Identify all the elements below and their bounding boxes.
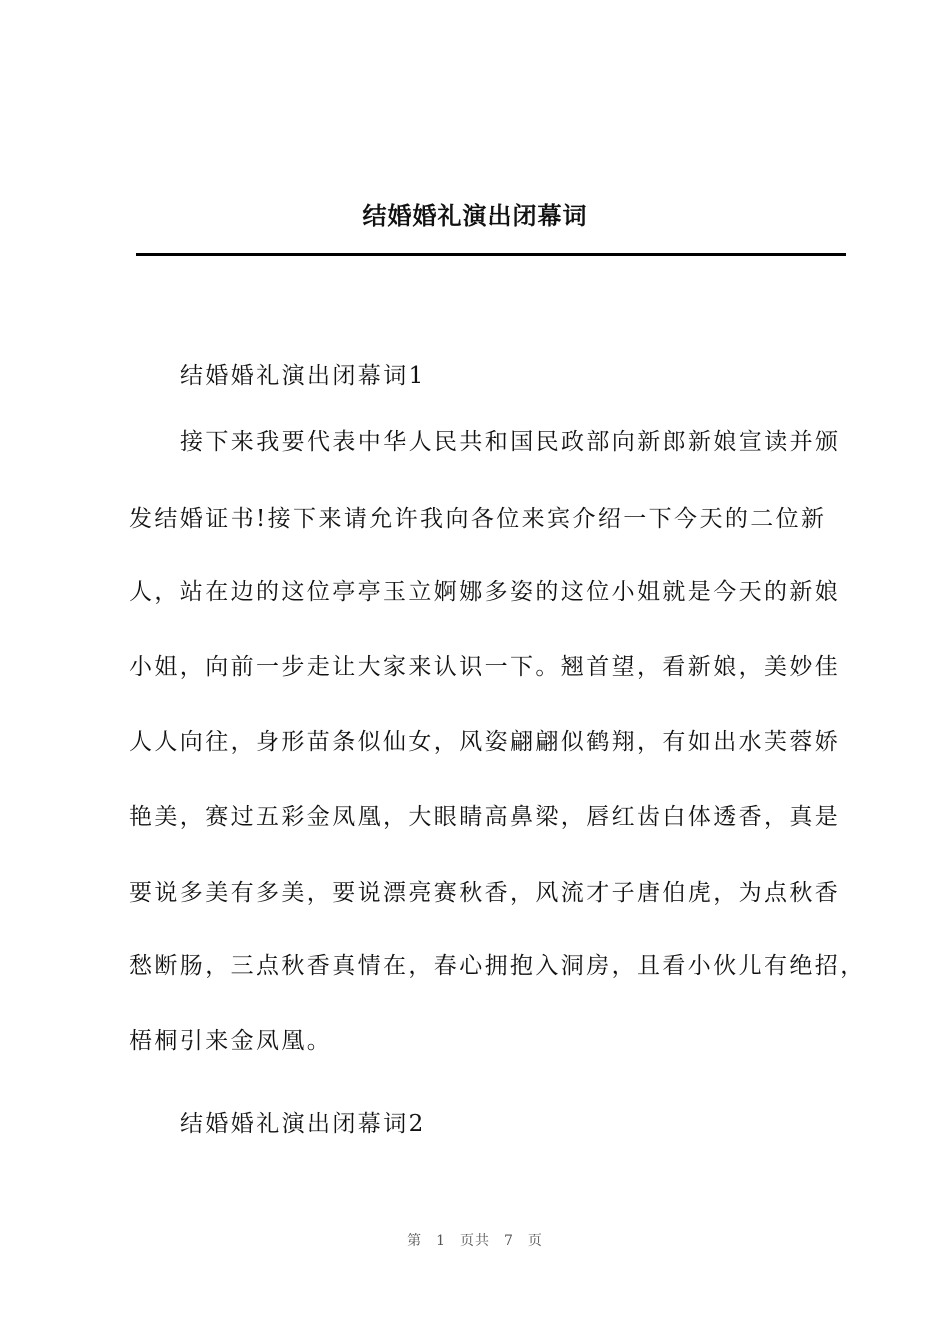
paragraph-line: 艳美，赛过五彩金凤凰，大眼睛高鼻梁，唇红齿白体透香，真是 (129, 804, 841, 830)
paragraph-line: 愁断肠，三点秋香真情在，春心拥抱入洞房，且看小伙儿有绝招， (129, 953, 866, 979)
paragraph-line: 小姐，向前一步走让大家来认识一下。翘首望，看新娘，美妙佳 (129, 654, 841, 680)
paragraph-line: 人，站在边的这位亭亭玉立婀娜多姿的这位小姐就是今天的新娘 (129, 579, 841, 605)
footer-middle: 页共 (460, 1233, 490, 1249)
footer-suffix: 页 (527, 1233, 543, 1249)
section-heading-2: 结婚婚礼演出闭幕词2 (180, 1111, 426, 1137)
paragraph-line: 接下来我要代表中华人民共和国民政部向新郎新娘宣读并颁 (180, 429, 841, 455)
paragraph-line: 梧桐引来金凤凰。 (129, 1028, 333, 1054)
paragraph-line: 人人向往，身形苗条似仙女，风姿翩翩似鹤翔，有如出水芙蓉娇 (129, 729, 841, 755)
title-divider (136, 253, 846, 256)
footer-prefix: 第 (407, 1233, 423, 1249)
footer-total-pages: 7 (504, 1233, 514, 1249)
paragraph-line: 要说多美有多美，要说漂亮赛秋香，风流才子唐伯虎，为点秋香 (129, 880, 841, 906)
section-heading-1: 结婚婚礼演出闭幕词1 (180, 363, 426, 389)
paragraph-line: 发结婚证书!接下来请允许我向各位来宾介绍一下今天的二位新 (129, 506, 827, 532)
document-title: 结婚婚礼演出闭幕词 (362, 202, 588, 230)
page-footer (0, 1230, 950, 1250)
footer-current-page: 1 (436, 1233, 446, 1249)
